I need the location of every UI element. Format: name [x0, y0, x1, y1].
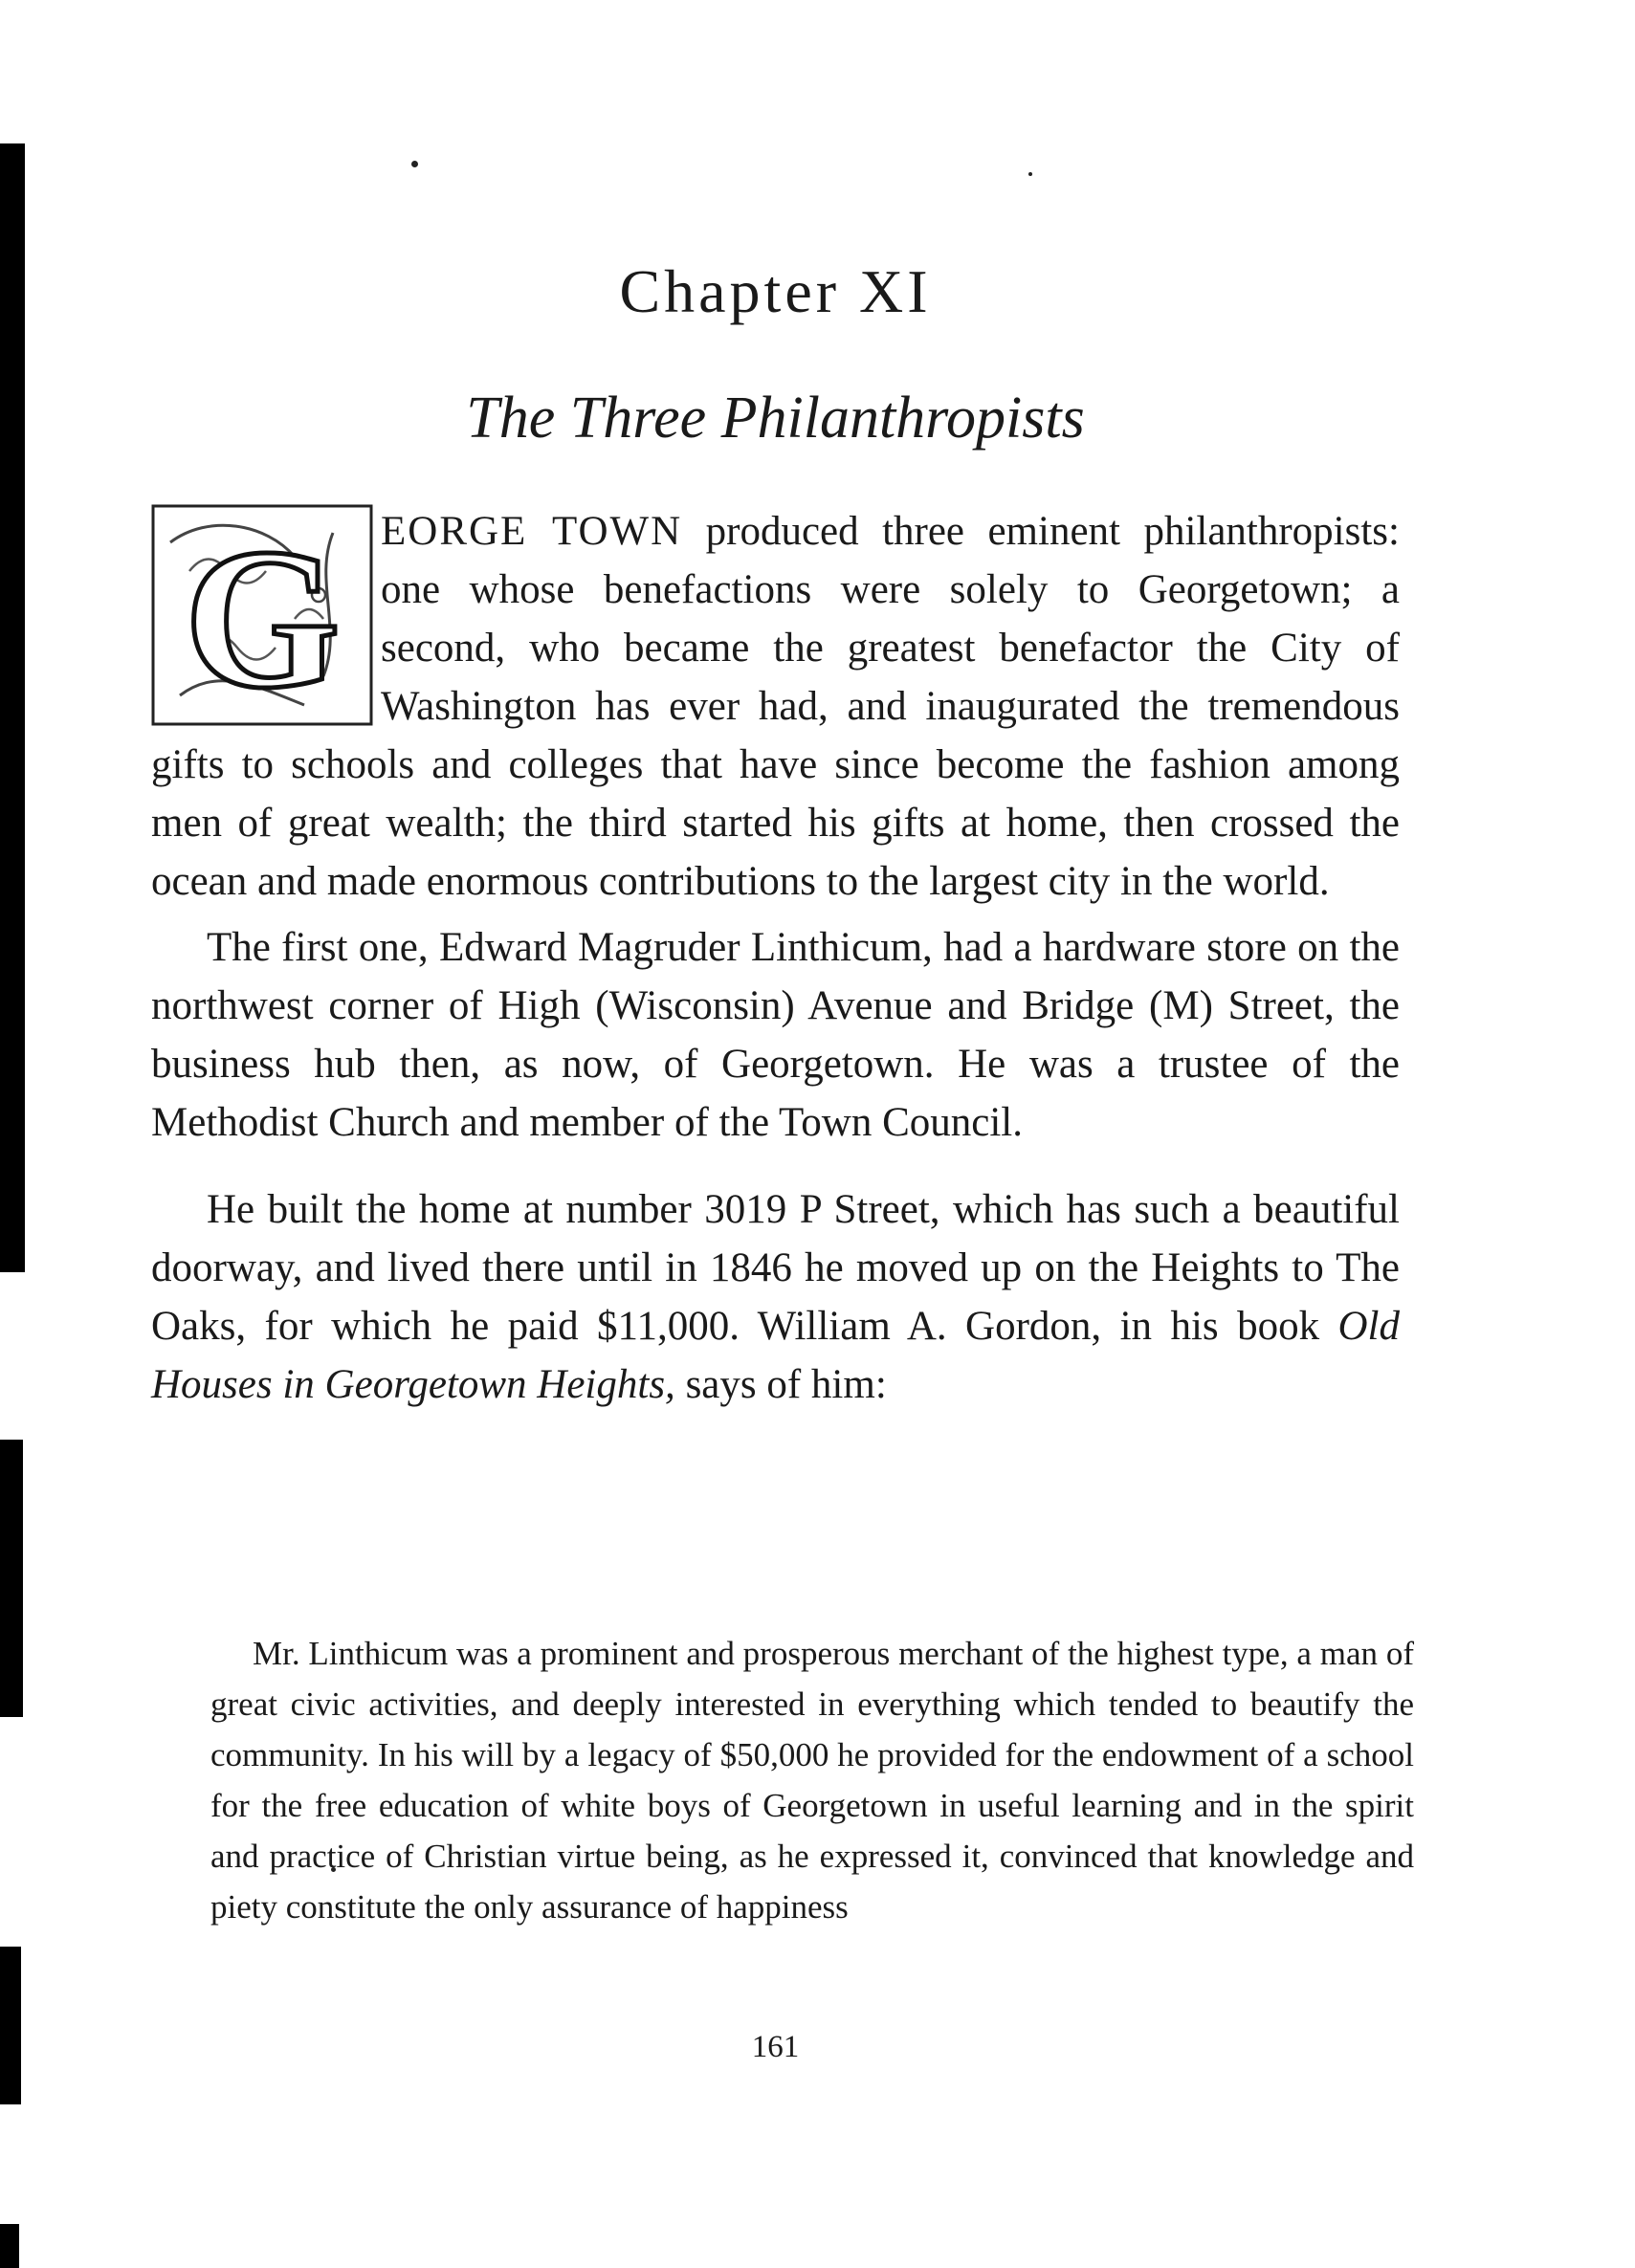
- paragraph-2: The first one, Edward Magruder Linthicum, had a hardware store on the northwest corner of High (Wisconsin) Avenue and Bridge (M) Street, the business hub then, as now, of Georgetown. He was a trustee of the Methodist Church and member of the Town Council.: [151, 925, 1400, 1145]
- main-text: [151, 502, 1400, 1414]
- book-title: Old Houses in Georgetown Heights,: [151, 1304, 1400, 1407]
- quote-text: Mr. Linthicum was a prominent and prosperous merchant of the highest type, a man of great civic activities, and deeply interested in everything which tended to beautify the community. In his will by a legacy of $50,000 he provided for the endowment of a school for the free education of white boys of Georgetown in useful learning and in the spirit and practice of Christian virtue being, as he expressed it, convinced that knowledge and piety constitute the only assurance of happiness: [210, 1635, 1414, 1926]
- paragraph-3-tail: says of him:: [674, 1362, 887, 1407]
- scan-speck: [411, 161, 418, 167]
- chapter-title: Chapter XI: [619, 257, 932, 325]
- chapter-subtitle: The Three Philanthropists: [466, 385, 1085, 451]
- scan-speck: [1028, 172, 1032, 176]
- paragraph-1-text: produced three eminent philanthropists: one whose benefactions were solely to Georgetown; a second, who became the greatest benefactor the City of Washington has ever had, and inaugurated the tremendous gifts to schools and colleges that have since become the fashion among men of great wealth; the third started his gifts at home, then crossed the ocean and made enormous contributions to the largest city in the world.: [151, 509, 1400, 904]
- dropcap-continuation: EORGE TOWN: [381, 509, 683, 554]
- ornamental-dropcap-g-icon: [151, 504, 373, 726]
- dropcap-letter: G: [184, 508, 341, 726]
- paragraph-3-text: He built the home at number 3019 P Street, which has such a beautiful doorway, and lived there until in 1846 he moved up on the Heights to The Oaks, for which he paid $11,000. William A. Gordon, in his book: [151, 1187, 1400, 1349]
- paragraph-3: [151, 1180, 1400, 1414]
- scan-edge-shadow: [0, 2224, 19, 2268]
- paragraph-1: [151, 502, 1400, 911]
- block-quote: [210, 1628, 1414, 1932]
- scan-edge-shadow: [0, 1947, 21, 2104]
- scan-edge-shadow: [0, 143, 25, 1272]
- scan-edge-shadow: [0, 1440, 23, 1717]
- page-number: 161: [751, 2030, 800, 2064]
